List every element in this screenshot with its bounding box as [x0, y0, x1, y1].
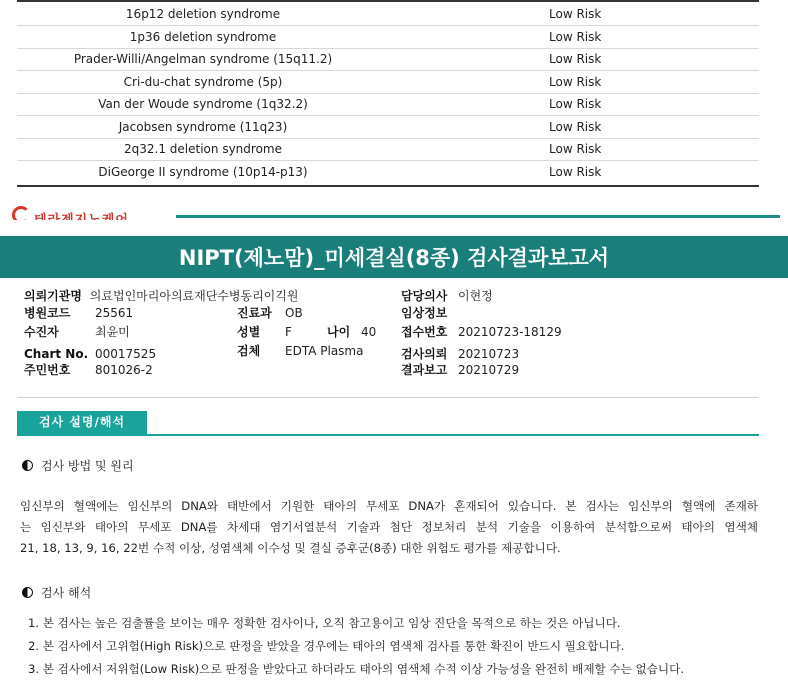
method-line: 임신부의 혈액에는 임신부의 DNA와 태반에서 기원한 태아의 무세포 DNA가 혼재되어 있습니다. 본 검사는 임신부의 혈액에 존재하 — [20, 499, 758, 513]
resident-no-label: 주민번호 — [24, 363, 71, 377]
resident-no-value: 801026-2 — [95, 363, 153, 377]
header-accent-line — [176, 215, 780, 218]
risk-value: Low Risk — [549, 142, 602, 156]
method-heading — [22, 458, 134, 474]
table-row — [17, 93, 759, 116]
list-item: 2. 본 검사에서 고위험(High Risk)으로 판정을 받았을 경우에는 태아의 염색체 검사를 통한 확진이 반드시 필요합니다. — [28, 639, 625, 653]
receipt-no-label: 접수번호 — [401, 325, 448, 339]
request-date-value: 20210723 — [458, 347, 520, 361]
report-title-bar — [0, 236, 788, 278]
institution-label: 의뢰기관명 — [24, 289, 82, 303]
table-row — [17, 3, 759, 26]
syndrome-name: 2q32.1 deletion syndrome — [124, 142, 282, 156]
risk-value: Low Risk — [549, 120, 602, 134]
syndrome-name: Van der Woude syndrome (1q32.2) — [98, 97, 308, 111]
report-title: NIPT(제노맘)_미세결실(8종) 검사결과보고서 — [178, 246, 610, 270]
age-value: 40 — [361, 325, 377, 339]
specimen-label: 검체 — [237, 344, 261, 358]
chart-no-label: Chart No. — [24, 347, 89, 361]
section-rule — [17, 434, 759, 436]
doctor-label: 담당의사 — [401, 289, 448, 303]
clinical-info-label: 임상정보 — [401, 306, 448, 320]
risk-value: Low Risk — [549, 75, 602, 89]
request-date-label: 검사의뢰 — [401, 347, 448, 361]
report-date-value: 20210729 — [458, 363, 520, 377]
institution-value: 의료법인마리아의료재단수병동리이긱원 — [89, 289, 299, 303]
syndrome-name: Prader-Willi/Angelman syndrome (15q11.2) — [73, 52, 333, 66]
page-break-gap — [0, 220, 788, 230]
table-row — [17, 48, 759, 71]
specimen-value: EDTA Plasma — [285, 344, 364, 358]
syndrome-name: DiGeorge II syndrome (10p14-p13) — [98, 165, 308, 179]
table-bottom-rule — [17, 185, 759, 187]
risk-value: Low Risk — [549, 165, 602, 179]
table-top-rule — [17, 0, 759, 2]
hospital-code-value: 25561 — [95, 306, 134, 320]
table-row — [17, 161, 759, 183]
risk-value: Low Risk — [549, 30, 602, 44]
info-resident-no — [24, 362, 70, 378]
collector-label: 수진자 — [24, 325, 59, 339]
list-item: 1. 본 검사는 높은 검출률을 보이는 매우 정확한 검사이나, 오직 참고용이고 임상 진단을 목적으로 하는 것은 아닙니다. — [28, 616, 621, 630]
sex-label: 성별 — [237, 325, 261, 339]
info-collector — [24, 324, 59, 340]
sex-value: F — [285, 325, 292, 339]
info-chart-no — [24, 346, 88, 362]
method-line: 21, 18, 13, 9, 16, 22번 수적 이상, 성염색체 이수성 및 결실 증후군(8종) 대한 위험도 평가를 제공합니다. — [20, 541, 561, 555]
half-circle-bullet-icon — [22, 587, 33, 598]
table-row — [17, 116, 759, 139]
section-divider — [17, 397, 759, 398]
chart-no-value: 00017525 — [95, 347, 157, 361]
risk-value: Low Risk — [549, 52, 602, 66]
syndrome-name: 16p12 deletion syndrome — [125, 7, 281, 21]
risk-value: Low Risk — [549, 97, 602, 111]
half-circle-bullet-icon — [22, 460, 33, 471]
section-tab-explanation: 검사 설명/해석 — [17, 411, 147, 434]
syndrome-name: Cri-du-chat syndrome (5p) — [123, 75, 283, 89]
age-label: 나이 — [327, 325, 351, 339]
receipt-no-value: 20210723-18129 — [458, 325, 562, 339]
info-institution — [24, 288, 298, 304]
syndrome-name: Jacobsen syndrome (11q23) — [118, 120, 288, 134]
list-item: 3. 본 검사에서 저위험(Low Risk)으로 판정을 받았다고 하더라도 태아의 염색체 수적 이상 가능성을 완전히 배제할 수는 없습니다. — [28, 662, 685, 676]
interpretation-heading-text: 검사 해석 — [41, 586, 92, 600]
method-paragraph — [20, 496, 758, 559]
table-row — [17, 71, 759, 94]
department-value: OB — [285, 306, 303, 320]
department-label: 진료과 — [237, 306, 272, 320]
risk-value: Low Risk — [549, 7, 602, 21]
report-date-label: 결과보고 — [401, 363, 448, 377]
table-row — [17, 138, 759, 161]
syndrome-name: 1p36 deletion syndrome — [129, 30, 277, 44]
method-line: 는 임신부와 태아의 무세포 DNA를 차세대 염기서열분석 기술과 첨단 정보처리 분석 기술을 이용하여 분석함으로써 태아의 염색체 — [20, 520, 758, 534]
doctor-value: 이현정 — [458, 289, 493, 303]
method-heading-text: 검사 방법 및 원리 — [41, 459, 134, 473]
table-row — [17, 26, 759, 49]
hospital-code-label: 병원코드 — [24, 306, 71, 320]
collector-value: 최윤미 — [95, 325, 130, 339]
info-hospital-code — [24, 305, 70, 321]
interpretation-heading — [22, 585, 91, 601]
